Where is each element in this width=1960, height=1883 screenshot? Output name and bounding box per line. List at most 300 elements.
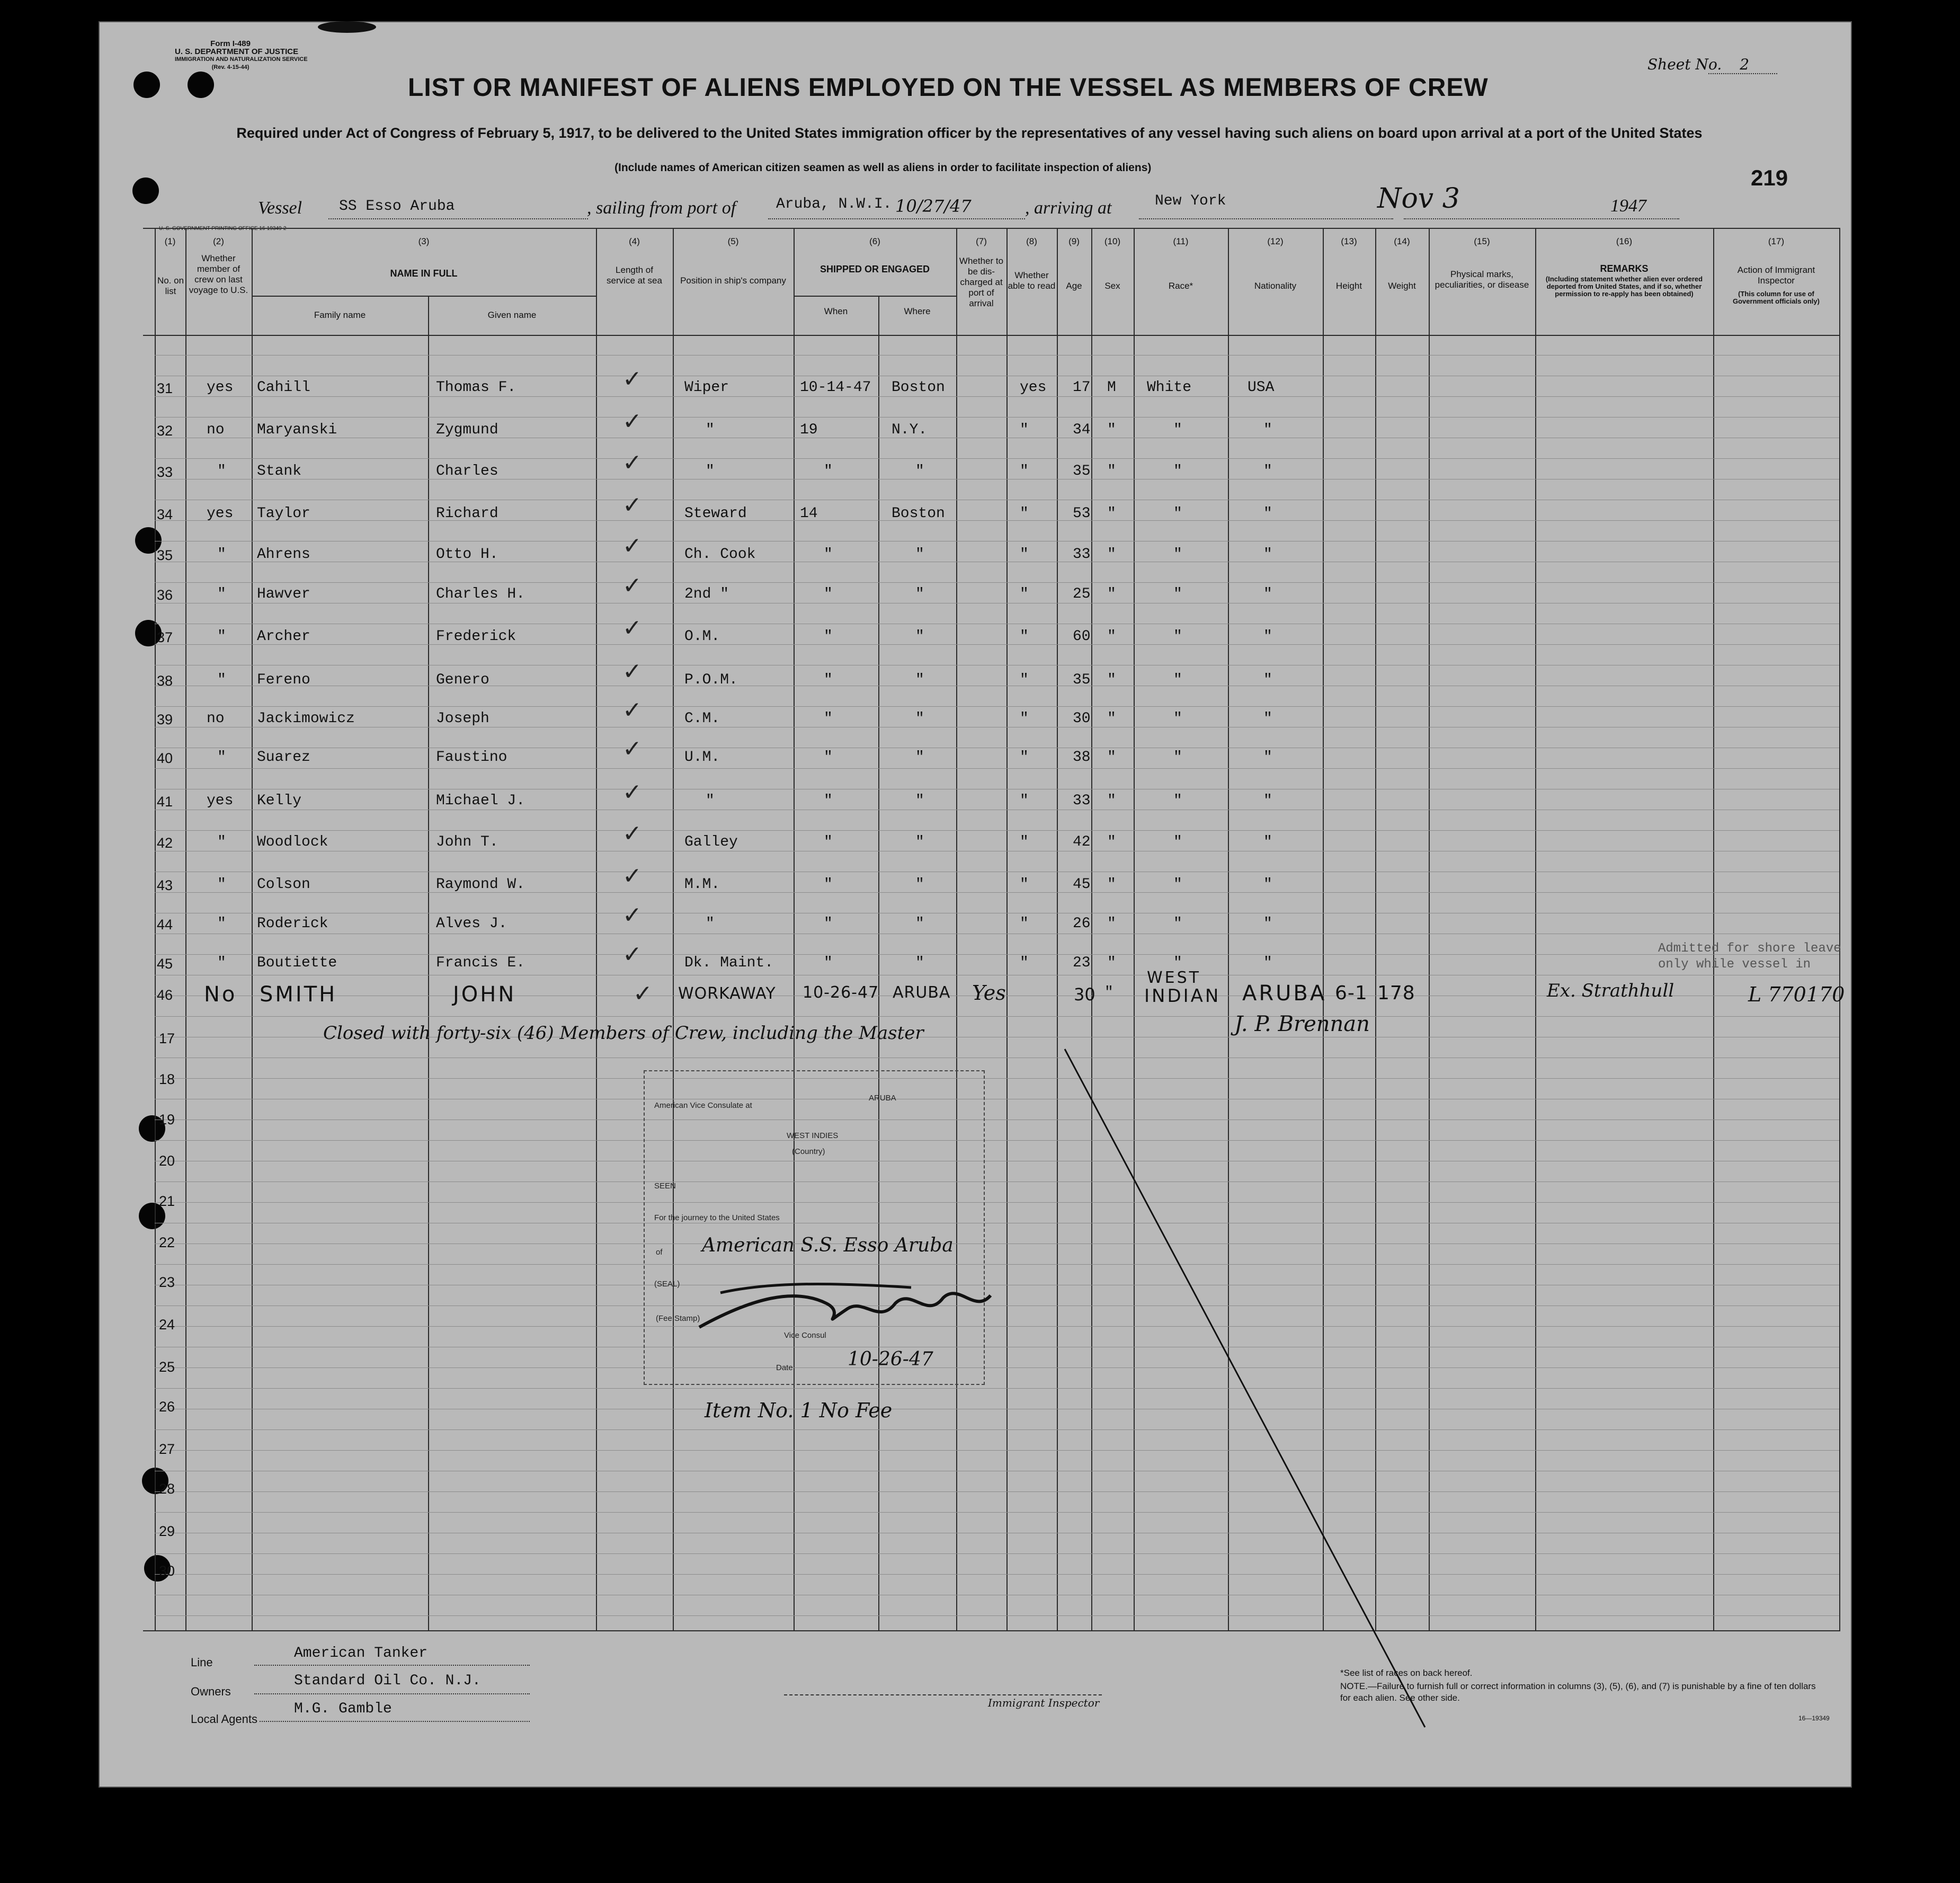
shipped-where: N.Y.: [892, 422, 928, 438]
service-check: ✓: [622, 941, 642, 968]
nationality: ": [1263, 586, 1272, 602]
family-name: Taylor: [257, 505, 310, 522]
age: 30: [1073, 710, 1091, 727]
row-number: 21: [159, 1193, 175, 1209]
age: 35: [1073, 672, 1091, 688]
stamped-number: 219: [1751, 165, 1788, 190]
race: ": [1173, 876, 1182, 893]
service-check: ✓: [622, 532, 642, 559]
shipped-where: Boston: [892, 505, 945, 522]
row-number: 35: [157, 547, 173, 563]
sex: ": [1107, 876, 1116, 893]
header-no-on-list: No. on list: [157, 276, 184, 296]
stamp-place2: WEST INDIES: [787, 1131, 839, 1140]
column-number: (7): [976, 236, 987, 246]
port-from: Aruba, N.W.I.: [776, 196, 892, 212]
header-given-name: Given name: [487, 310, 537, 320]
service-check: ✓: [622, 572, 642, 599]
header-remarks: REMARKS: [1600, 263, 1649, 274]
family-name: Stank: [257, 463, 302, 479]
header-remarks-sub: (Including statement whether alien ever ordered deported from United States, and if so, whether permission to re-apply has been obtained): [1545, 275, 1703, 298]
row-number: 26: [159, 1399, 175, 1415]
weight: 178: [1377, 982, 1415, 1004]
requirement-text: Required under Act of Congress of February 5, 1917, to be delivered to the United States immigration officer by the representatives of any vessel having such aliens on board upon arrival at a port of the United States: [236, 125, 1703, 141]
row-number: 18: [159, 1071, 175, 1087]
header-nationality: Nationality: [1254, 281, 1297, 291]
race: ": [1173, 834, 1182, 850]
action-number: L 770170: [1748, 983, 1845, 1006]
given-name: JOHN: [453, 982, 516, 1007]
shipped-when: ": [824, 463, 833, 479]
given-name: Richard: [436, 505, 498, 522]
shipped-when: 19: [800, 422, 818, 438]
owners-underline: [254, 1693, 530, 1694]
race: ": [1173, 546, 1182, 563]
nationality: ": [1263, 422, 1272, 438]
sex: ": [1107, 916, 1116, 932]
stamp-journey: For the journey to the United States: [654, 1213, 780, 1222]
row-number: 46: [157, 987, 173, 1003]
able-to-read: ": [1020, 463, 1029, 479]
shipped-when: 10-14-47: [800, 379, 871, 396]
family-name: Suarez: [257, 749, 310, 766]
vice-consul-signature: [689, 1266, 1006, 1340]
row-number: 43: [157, 877, 173, 893]
family-name: Roderick: [257, 916, 328, 932]
shipped-where: ": [915, 793, 924, 809]
member-last-voyage: ": [217, 628, 226, 645]
age: 23: [1073, 955, 1091, 971]
row-number: 24: [159, 1317, 175, 1333]
header-able-to-read: Whether able to read: [1008, 270, 1056, 291]
given-name: Zygmund: [436, 422, 498, 438]
position: O.M.: [684, 628, 720, 645]
service-check: ✓: [622, 615, 642, 642]
race: ": [1173, 422, 1182, 438]
shipped-where: ": [915, 586, 924, 602]
nationality: ": [1263, 463, 1272, 479]
shipped-when: ": [824, 628, 833, 645]
header-name-in-full: NAME IN FULL: [390, 268, 458, 279]
row-number: 22: [159, 1234, 175, 1250]
service-check: ✓: [622, 658, 642, 685]
port-to: New York: [1155, 193, 1226, 209]
row-number: 37: [157, 629, 173, 645]
stamp-vice-consul: Vice Consul: [784, 1331, 826, 1340]
sheet-value: 2: [1740, 56, 1750, 73]
member-last-voyage: ": [217, 916, 226, 932]
service-check: ✓: [622, 863, 642, 890]
shipped-where: ": [915, 955, 924, 971]
race: ": [1173, 793, 1182, 809]
shipped-where: ": [915, 672, 924, 688]
service-check: ✓: [622, 492, 642, 519]
able-to-read: yes: [1020, 379, 1047, 396]
given-name: Charles H.: [436, 586, 525, 602]
given-name: Faustino: [436, 749, 507, 766]
row-number: 29: [159, 1523, 175, 1539]
column-number: (1): [164, 236, 176, 246]
race: ": [1173, 955, 1182, 971]
position: ": [706, 463, 715, 479]
header-where: Where: [904, 306, 931, 316]
sex: ": [1107, 546, 1116, 563]
owners-label: Owners: [191, 1685, 231, 1698]
column-number: (16): [1616, 236, 1633, 246]
sex: ": [1107, 505, 1116, 522]
service-check: ✓: [622, 779, 642, 806]
repeat-mark: 30: [1074, 984, 1095, 1005]
service-check: ✓: [622, 735, 642, 762]
given-name: John T.: [436, 834, 498, 850]
owners-value: Standard Oil Co. N.J.: [294, 1673, 481, 1689]
member-last-voyage: yes: [207, 379, 234, 396]
member-last-voyage: No: [204, 982, 237, 1007]
age: 35: [1073, 463, 1091, 479]
row-number: 42: [157, 835, 173, 851]
service-check: ✓: [622, 408, 642, 435]
age: 60: [1073, 628, 1091, 645]
shipped-where: ": [915, 710, 924, 727]
able-to-read: ": [1020, 505, 1029, 522]
able-to-read: ": [1020, 834, 1029, 850]
header-position: Position in ship's company: [680, 276, 786, 286]
position: C.M.: [684, 710, 720, 727]
race: ": [1173, 505, 1182, 522]
row-number: 36: [157, 587, 173, 603]
stamp-country: (Country): [792, 1147, 825, 1156]
row-number: 33: [157, 464, 173, 480]
line-value: American Tanker: [294, 1645, 428, 1662]
line-underline: [254, 1665, 530, 1666]
header-race: Race*: [1168, 281, 1193, 291]
family-name: Boutiette: [257, 955, 337, 971]
age: 26: [1073, 916, 1091, 932]
shipped-when: ": [824, 876, 833, 893]
able-to-read: ": [1020, 955, 1029, 971]
stamp-line1: American Vice Consulate at: [654, 1101, 752, 1110]
position: Galley: [684, 834, 738, 850]
stamp-of: of: [656, 1248, 663, 1257]
position: ": [706, 916, 715, 932]
given-name: Michael J.: [436, 793, 525, 809]
position: M.M.: [684, 876, 720, 893]
family-name: Archer: [257, 628, 310, 645]
sex: ": [1107, 628, 1116, 645]
member-last-voyage: yes: [207, 793, 234, 809]
service-check: ✓: [622, 820, 642, 847]
position: Ch. Cook: [684, 546, 756, 563]
shipped-where: ": [915, 628, 924, 645]
include-note: (Include names of American citizen seamen as well as aliens in order to facilitate inspection of aliens): [614, 162, 1152, 174]
member-last-voyage: no: [207, 422, 225, 438]
family-name: Woodlock: [257, 834, 328, 850]
header-when: When: [824, 306, 848, 316]
shipped-where: Boston: [892, 379, 945, 396]
service-check: ✓: [622, 449, 642, 476]
column-number: (9): [1068, 236, 1080, 246]
age: 34: [1073, 422, 1091, 438]
row-number: 25: [159, 1359, 175, 1375]
age: 25: [1073, 586, 1091, 602]
header-weight: Weight: [1388, 281, 1416, 291]
stamp-date-label: Date: [776, 1363, 793, 1372]
able-to-read: ": [1020, 749, 1029, 766]
position: Dk. Maint.: [684, 955, 774, 971]
row-number: 39: [157, 712, 173, 727]
nationality: ": [1263, 955, 1272, 971]
row-number: 30: [159, 1563, 175, 1579]
sheet-label: Sheet No.: [1647, 56, 1722, 73]
row-number: 32: [157, 423, 173, 439]
sex: ": [1107, 463, 1116, 479]
shipped-when: ": [824, 834, 833, 850]
sailing-label: , sailing from port of: [587, 198, 736, 218]
shipped-when: ": [824, 916, 833, 932]
race: ": [1173, 463, 1182, 479]
shipped-when: ": [824, 955, 833, 971]
page-title: LIST OR MANIFEST OF ALIENS EMPLOYED ON THE VESSEL AS MEMBERS OF CREW: [408, 74, 1489, 102]
header-family-name: Family name: [314, 310, 366, 320]
form-id: Form I-489: [210, 39, 251, 48]
header-length-of-service: Length of service at sea: [607, 265, 662, 286]
sex: ": [1107, 422, 1116, 438]
given-name: Francis E.: [436, 955, 525, 971]
column-number: (11): [1173, 236, 1189, 246]
family-name: Maryanski: [257, 422, 337, 438]
shipped-when: ": [824, 749, 833, 766]
member-last-voyage: ": [217, 834, 226, 850]
nationality: ": [1263, 546, 1272, 563]
age: 45: [1073, 876, 1091, 893]
age: 17: [1073, 379, 1091, 396]
arrival-date: Nov 3: [1377, 183, 1460, 215]
column-number: (6): [869, 236, 880, 246]
row-number: 38: [157, 673, 173, 689]
nationality: ": [1263, 916, 1272, 932]
row-number: 19: [159, 1112, 175, 1127]
race-line1: WEST: [1147, 969, 1201, 987]
item-no-fee: Item No. 1 No Fee: [705, 1399, 893, 1422]
position: ": [706, 793, 715, 809]
able-to-read: ": [1020, 672, 1029, 688]
family-name: Jackimowicz: [257, 710, 355, 727]
race: White: [1147, 379, 1192, 396]
shipped-when: ": [824, 672, 833, 688]
races-note: *See list of races on back hereof.: [1340, 1668, 1473, 1678]
shipped-where: ": [915, 749, 924, 766]
family-name: SMITH: [260, 982, 337, 1007]
race: ": [1173, 916, 1182, 932]
row-number: 17: [159, 1031, 175, 1046]
able-to-read: ": [1020, 546, 1029, 563]
column-number: (3): [418, 236, 430, 246]
height: 6-1: [1335, 982, 1368, 1004]
column-number: (17): [1768, 236, 1785, 246]
header-height: Height: [1335, 281, 1362, 291]
race: ": [1173, 672, 1182, 688]
sex: ": [1107, 834, 1116, 850]
able-to-read: ": [1020, 876, 1029, 893]
nationality: ": [1263, 749, 1272, 766]
row-number: 44: [157, 917, 173, 932]
inspector-label: Immigrant Inspector: [988, 1697, 1100, 1709]
shipped-where: ": [915, 876, 924, 893]
header-discharged: Whether to be dis-charged at port of arrival: [959, 256, 1004, 308]
departure-date: 10/27/47: [895, 196, 972, 216]
line-label: Line: [191, 1656, 213, 1669]
position: 2nd ": [684, 586, 729, 602]
nationality: ": [1263, 505, 1272, 522]
age: 38: [1073, 749, 1091, 766]
service-check: ✓: [622, 366, 642, 393]
race: ": [1173, 749, 1182, 766]
column-number: (10): [1104, 236, 1121, 246]
sex: ": [1104, 984, 1113, 1001]
member-last-voyage: ": [217, 749, 226, 766]
family-name: Colson: [257, 876, 310, 893]
age: 33: [1073, 793, 1091, 809]
column-number: (14): [1394, 236, 1410, 246]
stamp-seen: SEEN: [654, 1182, 676, 1191]
position: WORKAWAY: [678, 984, 776, 1003]
member-last-voyage: ": [217, 672, 226, 688]
year: 1947: [1610, 196, 1646, 216]
column-number: (8): [1026, 236, 1037, 246]
member-last-voyage: ": [217, 586, 226, 602]
stamp-date: 10-26-47: [848, 1348, 933, 1370]
nationality: ": [1263, 834, 1272, 850]
age: 33: [1073, 546, 1091, 563]
shipped-when: ": [824, 586, 833, 602]
header-physical-marks: Physical marks, peculiarities, or disease: [1435, 269, 1529, 290]
row-number: 34: [157, 507, 173, 522]
sex: ": [1107, 793, 1116, 809]
header-member-last-voyage: Whether member of crew on last voyage to U.S.: [189, 253, 248, 295]
able-to-read: ": [1020, 422, 1029, 438]
column-number: (15): [1474, 236, 1490, 246]
race: ": [1173, 628, 1182, 645]
member-last-voyage: ": [217, 546, 226, 563]
member-last-voyage: ": [217, 876, 226, 893]
header-sex: Sex: [1104, 281, 1120, 291]
nationality: USA: [1248, 379, 1275, 396]
able-to-read: ": [1020, 793, 1029, 809]
given-name: Raymond W.: [436, 876, 525, 893]
given-name: Otto H.: [436, 546, 498, 563]
position: U.M.: [684, 749, 720, 766]
given-name: Genero: [436, 672, 489, 688]
shipped-when: 10-26-47: [803, 983, 879, 1002]
service-check: ✓: [633, 980, 653, 1007]
given-name: Charles: [436, 463, 498, 479]
sex: ": [1107, 710, 1116, 727]
nationality: ARUBA: [1242, 981, 1327, 1006]
given-name: Alves J.: [436, 916, 507, 932]
service-check: ✓: [622, 697, 642, 724]
member-last-voyage: no: [207, 710, 225, 727]
family-name: Kelly: [257, 793, 302, 809]
position: Wiper: [684, 379, 729, 396]
position: P.O.M.: [684, 672, 738, 688]
nationality: ": [1263, 876, 1272, 893]
stamp-seal: (SEAL): [654, 1280, 680, 1289]
age: 53: [1073, 505, 1091, 522]
form-code: 16—19349: [1798, 1715, 1830, 1722]
row-number: 40: [157, 750, 173, 766]
sex: M: [1107, 379, 1116, 396]
agents-underline: [260, 1721, 530, 1722]
race: ": [1173, 586, 1182, 602]
race: ": [1173, 710, 1182, 727]
shipped-when: ": [824, 546, 833, 563]
sex: ": [1107, 749, 1116, 766]
shipped-where: ARUBA: [893, 983, 951, 1002]
race-line2: INDIAN: [1144, 985, 1221, 1007]
remarks: Ex. Strathhull: [1547, 980, 1674, 1001]
header-age: Age: [1066, 281, 1082, 291]
row-number: 31: [157, 380, 173, 396]
able-to-read: Yes: [972, 981, 1006, 1005]
row-number: 23: [159, 1274, 175, 1290]
arriving-label: , arriving at: [1025, 198, 1112, 218]
row-number: 20: [159, 1153, 175, 1169]
able-to-read: ": [1020, 628, 1029, 645]
stamp-vessel: American S.S. Esso Aruba: [702, 1234, 954, 1256]
closing-note: Closed with forty-six (46) Members of Crew, including the Master: [323, 1023, 924, 1044]
admission-note: Admitted for shore leave only while vessel in: [1658, 941, 1841, 972]
position: ": [706, 422, 715, 438]
given-name: Frederick: [436, 628, 516, 645]
row-number: 45: [157, 956, 173, 972]
shipped-when: 14: [800, 505, 818, 522]
shipped-where: ": [915, 546, 924, 563]
stamp-fee: (Fee Stamp): [656, 1314, 700, 1323]
agents-value: M.G. Gamble: [294, 1701, 392, 1717]
nationality: ": [1263, 628, 1272, 645]
header-action-sub: (This column for use of Government officials only): [1733, 290, 1820, 305]
row-number: 28: [159, 1481, 175, 1497]
department: U. S. DEPARTMENT OF JUSTICE: [175, 47, 299, 56]
shipped-where: ": [915, 834, 924, 850]
row-number: 41: [157, 794, 173, 810]
column-number: (4): [629, 236, 640, 246]
sex: ": [1107, 955, 1116, 971]
closing-initials: J. P. Brennan: [1234, 1012, 1370, 1036]
position: Steward: [684, 505, 747, 522]
column-number: (2): [213, 236, 224, 246]
vessel-name: SS Esso Aruba: [339, 198, 455, 215]
age: 42: [1073, 834, 1091, 850]
able-to-read: ": [1020, 710, 1029, 727]
service: IMMIGRATION AND NATURALIZATION SERVICE: [175, 56, 308, 63]
family-name: Hawver: [257, 586, 310, 602]
row-number: 27: [159, 1441, 175, 1457]
able-to-read: ": [1020, 586, 1029, 602]
sex: ": [1107, 672, 1116, 688]
column-number: (12): [1267, 236, 1284, 246]
member-last-voyage: ": [217, 955, 226, 971]
agents-label: Local Agents: [191, 1712, 257, 1726]
stamp-place: ARUBA: [869, 1094, 896, 1103]
column-number: (13): [1341, 236, 1357, 246]
column-number: (5): [727, 236, 739, 246]
member-last-voyage: yes: [207, 505, 234, 522]
shipped-when: ": [824, 710, 833, 727]
given-name: Joseph: [436, 710, 489, 727]
nationality: ": [1263, 793, 1272, 809]
nationality: ": [1263, 710, 1272, 727]
